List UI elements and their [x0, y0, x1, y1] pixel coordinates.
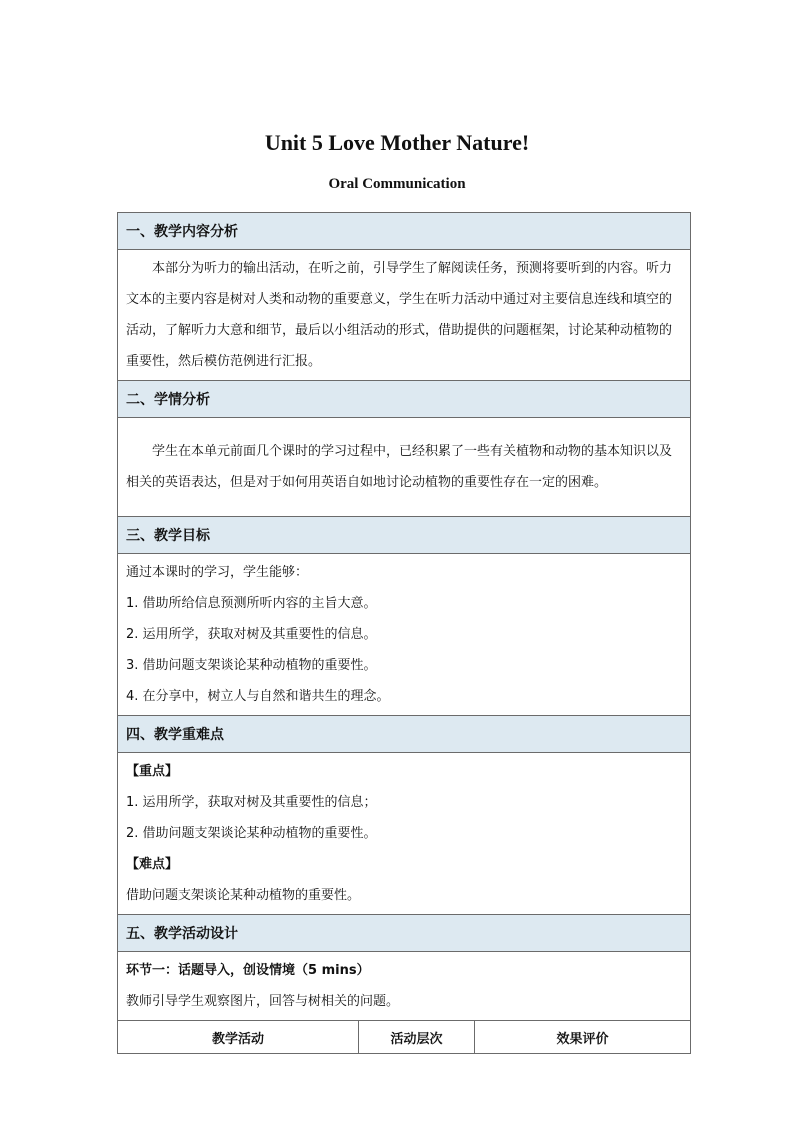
column-header-teaching-activity: 教学活动 — [118, 1021, 359, 1054]
objectives-intro: 通过本课时的学习，学生能够： — [126, 565, 309, 580]
column-header-effect-evaluation: 效果评价 — [475, 1021, 691, 1054]
lesson-plan-table — [117, 212, 691, 1054]
objective-item: 4. 在分享中，树立人与自然和谐共生的理念。 — [126, 689, 390, 704]
section-body-activity-design — [118, 952, 691, 1021]
stage-one-title: 环节一：话题导入，创设情境（5 mins） — [126, 963, 370, 978]
section-body-objectives — [118, 554, 691, 716]
section-heading-activity-design: 五、教学活动设计 — [118, 915, 691, 952]
difficult-points-label: 【难点】 — [126, 857, 179, 872]
objective-item: 3. 借助问题支架谈论某种动植物的重要性。 — [126, 658, 377, 673]
stage-one-description: 教师引导学生观察图片，回答与树相关的问题。 — [126, 994, 400, 1009]
objective-item: 2. 运用所学，获取对树及其重要性的信息。 — [126, 627, 377, 642]
key-point-item: 2. 借助问题支架谈论某种动植物的重要性。 — [126, 826, 377, 841]
objective-item: 1. 借助所给信息预测所听内容的主旨大意。 — [126, 596, 377, 611]
section-body-student-analysis: 学生在本单元前面几个课时的学习过程中，已经积累了一些有关植物和动物的基本知识以及相关的英语表达，但是对于如何用英语自如地讨论动植物的重要性存在一定的困难。 — [118, 418, 691, 517]
column-header-activity-level: 活动层次 — [359, 1021, 475, 1054]
section-heading-student-analysis: 二、学情分析 — [118, 381, 691, 418]
key-points-label: 【重点】 — [126, 764, 179, 779]
difficult-point-text: 借助问题支架谈论某种动植物的重要性。 — [126, 888, 361, 903]
section-heading-key-points: 四、教学重难点 — [118, 716, 691, 753]
section-body-key-points — [118, 753, 691, 915]
document-subtitle: Oral Communication — [328, 176, 466, 192]
section-heading-content-analysis: 一、教学内容分析 — [118, 213, 691, 250]
document-title: Unit 5 Love Mother Nature! — [264, 130, 530, 155]
section-heading-objectives: 三、教学目标 — [118, 517, 691, 554]
section-body-content-analysis: 本部分为听力的输出活动，在听之前，引导学生了解阅读任务，预测将要听到的内容。听力文本的主要内容是树对人类和动物的重要意义，学生在听力活动中通过对主要信息连线和填空的活动，了解听力大意和细节，最后以小组活动的形式，借助提供的问题框架，讨论某种动植物的重要性，然后模仿范例进行汇报。 — [118, 250, 691, 381]
key-point-item: 1. 运用所学，获取对树及其重要性的信息； — [126, 795, 377, 810]
